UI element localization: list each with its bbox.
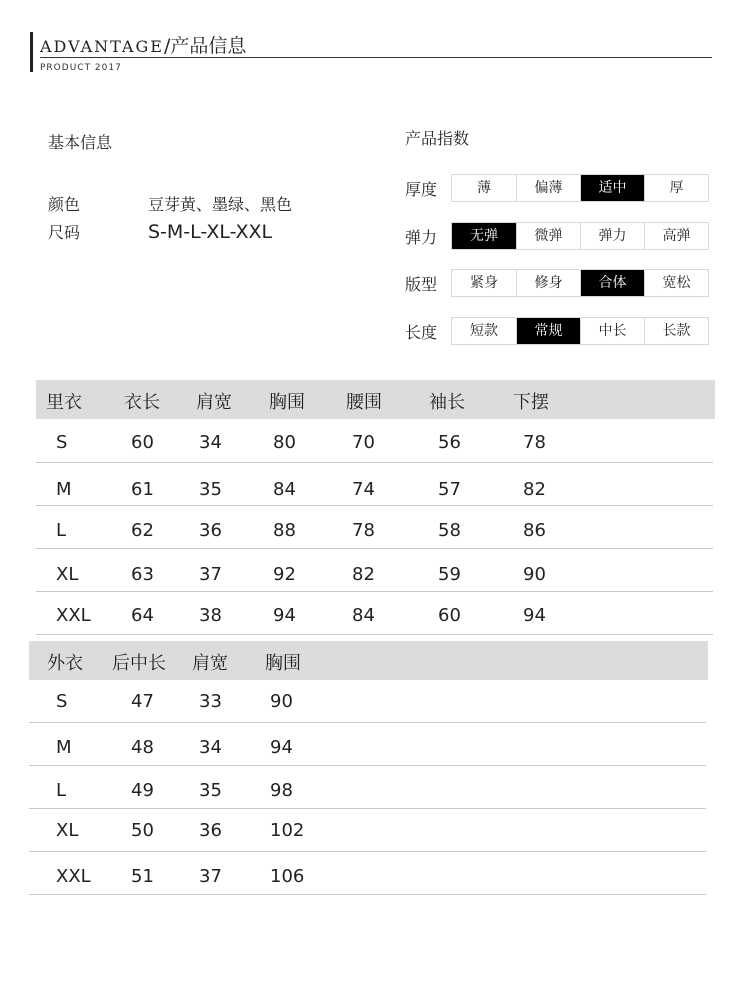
size-value: S-M-L-XL-XXL — [148, 221, 273, 243]
table-cell: L — [56, 520, 67, 541]
table-cell: 47 — [131, 691, 154, 712]
table-row-divider — [36, 548, 713, 549]
index-option: 中长 — [580, 318, 644, 344]
table-cell: 94 — [273, 605, 296, 626]
table-cell: 82 — [523, 479, 546, 500]
table-cell: XL — [56, 564, 79, 585]
index-option-group — [451, 222, 709, 250]
index-option: 长款 — [644, 318, 708, 344]
size-row — [48, 220, 272, 243]
header-accent-bar — [30, 32, 33, 72]
table-cell: 64 — [131, 605, 154, 626]
basic-info-title: 基本信息 — [48, 133, 113, 152]
index-option: 微弹 — [516, 223, 580, 249]
index-option: 偏薄 — [516, 175, 580, 201]
index-option: 常规 — [516, 318, 580, 344]
index-option-group — [451, 174, 709, 202]
table-cell: 34 — [199, 432, 222, 453]
table-cell: 51 — [131, 866, 154, 887]
index-option: 修身 — [516, 270, 580, 296]
table-header-cell: 胸围 — [265, 653, 301, 674]
table-cell: M — [56, 479, 72, 500]
table-cell: 48 — [131, 737, 154, 758]
table-cell: 90 — [270, 691, 293, 712]
table-cell: S — [56, 691, 68, 712]
table-cell: XXL — [56, 605, 91, 626]
table-row-divider — [29, 808, 706, 809]
table-cell: 36 — [199, 520, 222, 541]
table-cell: XXL — [56, 866, 91, 887]
table-row-divider — [29, 894, 706, 895]
index-option: 宽松 — [644, 270, 708, 296]
table-cell: L — [56, 780, 67, 801]
index-option-group — [451, 317, 709, 345]
product-index-title: 产品指数 — [405, 129, 470, 148]
table-cell: 82 — [352, 564, 375, 585]
table-cell: 70 — [352, 432, 375, 453]
index-option: 合体 — [580, 270, 644, 296]
table-header-cell: 胸围 — [269, 392, 305, 413]
page-subtitle: PRODUCT 2017 — [40, 63, 122, 73]
index-option: 适中 — [580, 175, 644, 201]
table-cell: 84 — [352, 605, 375, 626]
table-header-cell: 下摆 — [513, 392, 549, 413]
table-cell: 35 — [199, 479, 222, 500]
table-row-divider — [36, 634, 713, 635]
index-label: 厚度 — [405, 180, 438, 199]
table-cell: XL — [56, 820, 79, 841]
table-cell: 56 — [438, 432, 461, 453]
table-cell: 59 — [438, 564, 461, 585]
table-cell: 90 — [523, 564, 546, 585]
table-cell: 88 — [273, 520, 296, 541]
size-label: 尺码 — [48, 223, 81, 242]
page-title-en: ADVANTAGE — [40, 37, 164, 56]
index-option: 无弹 — [452, 223, 516, 249]
table-header-cell: 肩宽 — [196, 392, 232, 413]
table-cell: 94 — [270, 737, 293, 758]
index-option-group — [451, 269, 709, 297]
index-option: 厚 — [644, 175, 708, 201]
table-cell: 80 — [273, 432, 296, 453]
table-row-divider — [29, 722, 706, 723]
table-row-divider — [29, 851, 706, 852]
table-row-divider — [36, 462, 713, 463]
index-option: 紧身 — [452, 270, 516, 296]
table-cell: 63 — [131, 564, 154, 585]
table-cell: 49 — [131, 780, 154, 801]
color-label: 颜色 — [48, 195, 81, 214]
table-cell: 86 — [523, 520, 546, 541]
table-cell: 36 — [199, 820, 222, 841]
table-header-cell: 外衣 — [47, 653, 83, 674]
index-option: 短款 — [452, 318, 516, 344]
table-cell: 92 — [273, 564, 296, 585]
table-cell: 84 — [273, 479, 296, 500]
table-cell: 106 — [270, 866, 305, 887]
table-cell: 37 — [199, 564, 222, 585]
color-value: 豆芽黄、墨绿、黑色 — [148, 195, 293, 214]
table-cell: 94 — [523, 605, 546, 626]
table-cell: 57 — [438, 479, 461, 500]
table-cell: M — [56, 737, 72, 758]
table-cell: 34 — [199, 737, 222, 758]
table-cell: S — [56, 432, 68, 453]
table-cell: 60 — [131, 432, 154, 453]
table-cell: 78 — [352, 520, 375, 541]
table-header-cell: 衣长 — [124, 392, 160, 413]
index-label: 弹力 — [405, 228, 438, 247]
table-cell: 50 — [131, 820, 154, 841]
index-option: 弹力 — [580, 223, 644, 249]
table-cell: 61 — [131, 479, 154, 500]
index-label: 长度 — [405, 323, 438, 342]
table-cell: 58 — [438, 520, 461, 541]
table-cell: 98 — [270, 780, 293, 801]
table-header-cell: 袖长 — [429, 392, 465, 413]
table-header-cell: 肩宽 — [192, 653, 228, 674]
index-option: 高弹 — [644, 223, 708, 249]
index-label: 版型 — [405, 275, 438, 294]
table-cell: 60 — [438, 605, 461, 626]
table-header-cell: 里衣 — [46, 392, 82, 413]
table-header-cell: 后中长 — [112, 653, 166, 674]
table-cell: 78 — [523, 432, 546, 453]
table-cell: 38 — [199, 605, 222, 626]
page-title — [40, 31, 246, 58]
table-row-divider — [36, 505, 713, 506]
page-title-cn: /产品信息 — [163, 35, 247, 57]
table-cell: 62 — [131, 520, 154, 541]
table-cell: 33 — [199, 691, 222, 712]
table-cell: 37 — [199, 866, 222, 887]
color-row — [48, 192, 292, 215]
table-row-divider — [29, 765, 706, 766]
index-option: 薄 — [452, 175, 516, 201]
table-row-divider — [36, 591, 713, 592]
table-cell: 74 — [352, 479, 375, 500]
header-divider — [40, 57, 712, 58]
table-cell: 35 — [199, 780, 222, 801]
table-header-cell: 腰围 — [346, 392, 382, 413]
table-cell: 102 — [270, 820, 305, 841]
